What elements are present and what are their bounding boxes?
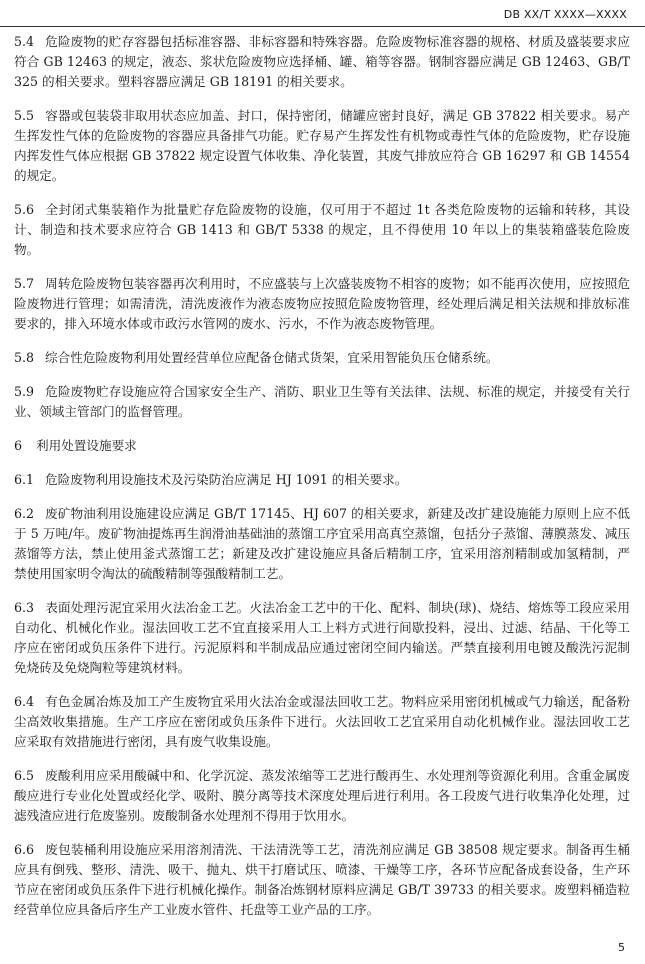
clause-5-4 [14, 32, 630, 92]
clause-number: 5.5 [14, 108, 35, 123]
clause-number: 6.5 [14, 768, 35, 783]
clause-text: 危险废物贮存设施应符合国家安全生产、消防、职业卫生等有关法律、法规、标准的规定，并接受有关行业、领域主管部门的监督管理。 [14, 384, 630, 419]
clause-number: 5.7 [14, 276, 35, 291]
clause-text: 全封闭式集装箱作为批量贮存危险废物的设施，仅可用于不超过 1t 各类危险废物的运输和转移，其设计、制造和技术要求应符合 GB 1413 和 GB/T 5338 的规定，且不得使用 10 年以上的集装箱盛装危险废物。 [14, 202, 630, 257]
clause-number: 5.4 [14, 34, 35, 49]
page-number: 5 [618, 941, 625, 954]
document-body [14, 32, 630, 934]
document-code-header: DB XX/T XXXX—XXXX [503, 8, 627, 21]
clause-number: 6.6 [14, 842, 35, 857]
clause-text: 废包装桶利用设施应采用溶剂清洗、干法清洗等工艺，清洗剂应满足 GB 38508 规定要求。制备再生桶应具有倒残、整形、清洗、吸干、抛丸、烘干打磨试压、喷漆、干燥等工序，各环节应配备成套设备，生产环节应在密闭或负压条件下进行机械化操作。制备冶炼钢材原料应满足 GB/T 39733 的相关要求。废塑料桶造粒经营单位应具备后序生产工业废水管件、托盘等工业产品的工序。 [14, 842, 630, 917]
clause-text: 表面处理污泥宜采用火法冶金工艺。火法冶金工艺中的干化、配料、制块(球)、烧结、熔炼等工段应采用自动化、机械化作业。湿法回收工艺不宜直接采用人工上料方式进行间歇投料，浸出、过滤、结晶、干化等工序应在密闭或负压条件下进行。污泥原料和半制成品应通过密闭空间内输送。严禁直接利用电镀及酸洗污泥制免烧砖及免烧陶粒等建筑材料。 [14, 600, 630, 675]
clause-6-4 [14, 692, 630, 752]
clause-6-5 [14, 766, 630, 826]
clause-text: 危险废物利用设施技术及污染防治应满足 HJ 1091 的相关要求。 [45, 472, 408, 487]
clause-text: 有色金属冶炼及加工产生废物宜采用火法冶金或湿法回收工艺。物料应采用密闭机械或气力输送，配备粉尘高效收集措施。生产工序应在密闭或负压条件下进行。火法回收工艺宜采用自动化机械作业。湿法回收工艺应采取有效措施进行密闭，具有废气收集设施。 [14, 694, 630, 749]
clause-5-7 [14, 274, 630, 334]
clause-5-6 [14, 200, 630, 260]
clause-text: 废酸利用应采用酸碱中和、化学沉淀、蒸发浓缩等工艺进行酸再生、水处理剂等资源化利用。含重金属废酸应进行专业化处置或经化学、吸附、膜分离等技术深度处理后进行利用。各工段废气进行收集净化处理，过滤残渣应进行危废鉴别。废酸制备水处理剂不得用于饮用水。 [14, 768, 630, 823]
clause-text: 危险废物的贮存容器包括标准容器、非标容器和特殊容器。危险废物标准容器的规格、材质及盛装要求应符合 GB 12463 的规定，液态、浆状危险废物应选择桶、罐、箱等容器。钢制容器应满足 GB 12463、GB/T 325 的相关要求。塑料容器应满足 GB 18191 的相关要求。 [14, 34, 630, 89]
clause-number: 6.1 [14, 472, 35, 487]
clause-number: 5.8 [14, 350, 35, 365]
section-heading [14, 436, 630, 456]
clause-text: 废矿物油利用设施建设应满足 GB/T 17145、HJ 607 的相关要求，新建及改扩建设施能力原则上应不低于 5 万吨/年。废矿物油提炼再生润滑油基础油的蒸馏工序宜采用高真空蒸馏，包括分子蒸馏、薄膜蒸发、减压蒸馏等方法，禁止使用釜式蒸馏工艺；新建及改扩建设施应具备后精制工序，宜采用溶剂精制或加氢精制，严禁使用国家明令淘汰的硫酸精制等强酸精制工艺。 [14, 506, 630, 581]
clause-text: 容器或包装袋非取用状态应加盖、封口，保持密闭，储罐应密封良好，满足 GB 37822 相关要求。易产生挥发性气体的危险废物的容器应具备排气功能。贮存易产生挥发性有机物或毒性气体的危险废物，贮存设施内挥发性气体应根据 GB 37822 规定设置气体收集、净化装置，其废气排放应符合 GB 16297 和 GB 14554 的规定。 [14, 108, 630, 183]
clause-number: 6.3 [14, 600, 35, 615]
clause-number: 5.6 [14, 202, 35, 217]
clause-number: 6.4 [14, 694, 35, 709]
clause-6-1 [14, 470, 630, 490]
clause-6-3 [14, 598, 630, 678]
clause-6-6 [14, 840, 630, 920]
clause-6-2 [14, 504, 630, 584]
clause-5-8 [14, 348, 630, 368]
clause-5-9 [14, 382, 630, 422]
header-rule [0, 26, 645, 27]
section-title: 利用处置设施要求 [36, 438, 137, 453]
clause-text: 综合性危险废物利用处置经营单位应配备仓储式货架，宜采用智能负压仓储系统。 [45, 350, 499, 365]
section-number: 6 [14, 438, 23, 453]
clause-5-5 [14, 106, 630, 186]
clause-number: 5.9 [14, 384, 35, 399]
clause-number: 6.2 [14, 506, 35, 521]
clause-text: 周转危险废物包装容器再次利用时，不应盛装与上次盛装废物不相容的废物；如不能再次使用，应按照危险废物进行管理；如需清洗，清洗废液作为液态废物应按照危险废物管理，经处理后满足相关法规和排放标准要求的，排入环境水体或市政污水管网的废水、污水，不作为液态废物管理。 [14, 276, 630, 331]
